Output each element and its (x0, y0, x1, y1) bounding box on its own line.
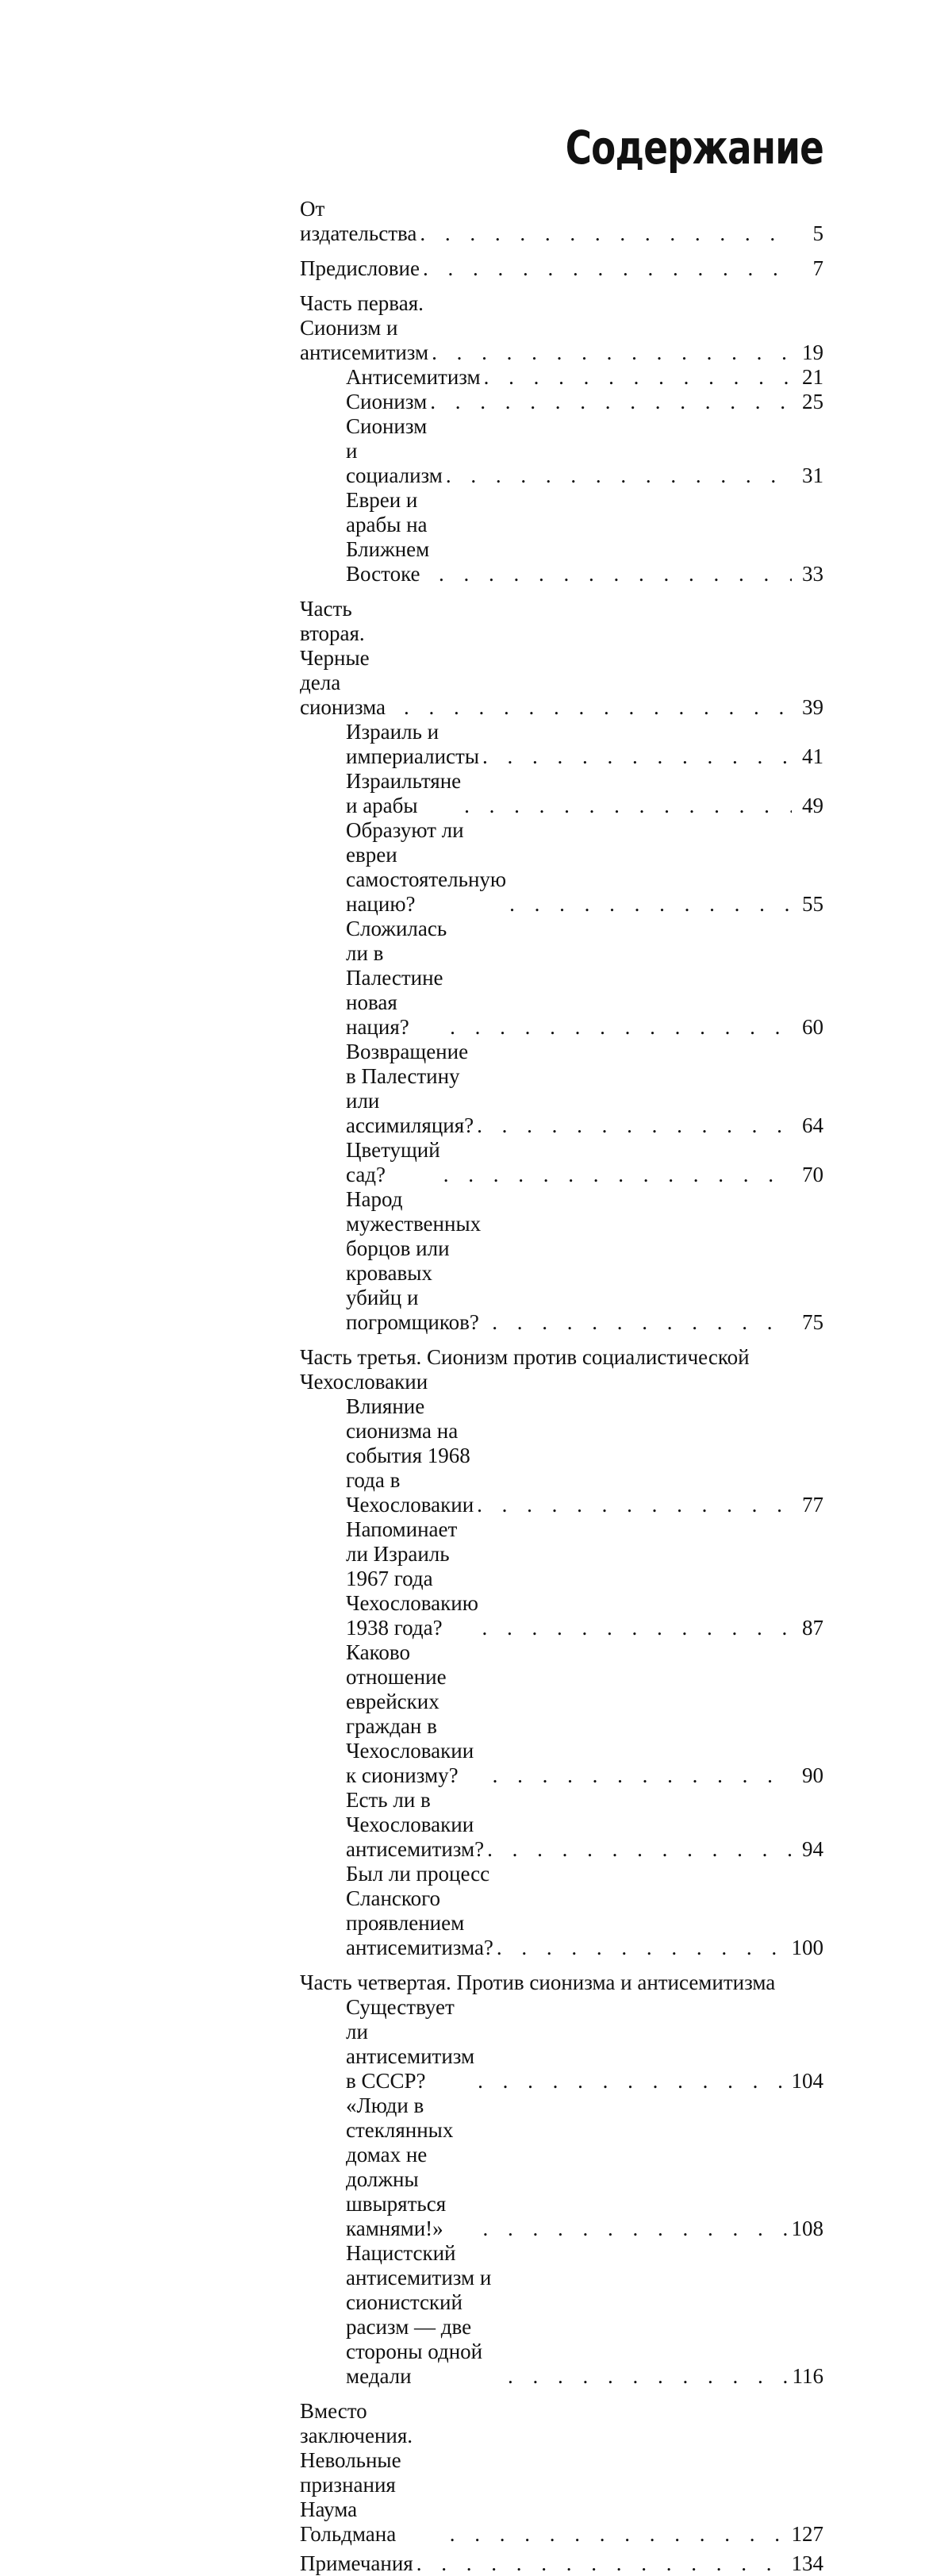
toc-entry-page: 25 (802, 390, 823, 413)
toc-entry-title: Цветущий сад? (346, 1138, 440, 1186)
toc-entry[interactable] (300, 769, 823, 818)
leader-dots (420, 221, 792, 246)
leader-dots (423, 256, 792, 281)
toc-entry[interactable] (300, 2399, 823, 2547)
toc-entry[interactable] (300, 1862, 823, 1960)
leader-dots (497, 1936, 789, 1960)
toc-entry-page: 55 (802, 892, 823, 916)
toc-entry-page: 108 (791, 2217, 823, 2240)
toc-entry-page: 41 (802, 744, 823, 768)
toc-entry-page: 94 (802, 1837, 823, 1861)
leader-dots (482, 744, 792, 769)
toc-entry-title: «Люди в стеклянных домах не должны швыряться камнями!» (346, 2093, 454, 2240)
toc-entry-page: 75 (802, 1310, 823, 1334)
toc-entry-page: 134 (791, 2551, 823, 2575)
toc-entry-page: 127 (791, 2522, 823, 2546)
toc-entry[interactable] (300, 1138, 823, 1187)
toc-entry-title: Примечания (300, 2551, 413, 2575)
leader-dots (477, 1493, 792, 1517)
toc-entry[interactable] (300, 1040, 823, 1138)
leader-dots (508, 2364, 789, 2389)
toc-entry-title: Образуют ли евреи самостоятельную нацию? (346, 818, 507, 916)
leader-dots (487, 1837, 792, 1862)
toc-entry-page: 19 (802, 340, 823, 364)
toc-entry[interactable] (300, 365, 823, 390)
toc-entry-title: Каково отношение еврейских граждан в Чехословакии к сионизму? (346, 1640, 474, 1787)
leader-dots (404, 695, 792, 720)
toc-entry-title: Вместо заключения. Невольные признания Наума Гольдмана (300, 2399, 413, 2546)
toc-entry[interactable] (300, 2241, 823, 2389)
toc-part-heading[interactable]: Часть четвертая. Против сионизма и антисемитизма (300, 1970, 776, 1994)
toc-entry[interactable] (300, 1187, 823, 1335)
leader-dots (509, 892, 792, 917)
toc-entry-title: Израильтяне и арабы (346, 769, 462, 817)
toc-entry[interactable] (300, 1517, 823, 1640)
leader-dots (432, 340, 792, 365)
toc-entry[interactable] (300, 1995, 823, 2093)
toc-entry-title: Сионизм (346, 390, 428, 413)
leader-dots (450, 1015, 792, 1040)
toc-entry-title: Часть первая. Сионизм и антисемитизм (300, 291, 429, 364)
toc-entry[interactable] (300, 291, 823, 365)
leader-dots (493, 1763, 792, 1788)
toc-entry-page: 87 (802, 1616, 823, 1640)
toc-entry[interactable] (300, 414, 823, 488)
leader-dots (483, 2217, 789, 2241)
toc-entry-title: Возвращение в Палестину или ассимиляция? (346, 1040, 474, 1137)
toc-entry-title: Часть вторая. Черные дела сионизма (300, 597, 386, 719)
toc-entry-page: 7 (812, 256, 823, 280)
leader-dots (477, 1113, 792, 1138)
toc-entry-page: 116 (792, 2364, 823, 2388)
toc-entry-page: 33 (802, 562, 823, 586)
toc-entry-title: От издательства (300, 197, 417, 245)
toc-entry[interactable] (300, 2551, 823, 2576)
toc-entry-page: 39 (802, 695, 823, 719)
leader-dots (443, 1163, 792, 1187)
toc-entry[interactable] (300, 1394, 823, 1517)
toc-entry-title: Влияние сионизма на события 1968 года в Чехословакии (346, 1394, 474, 1517)
toc-entry[interactable] (300, 488, 823, 586)
page-title: Содержание (565, 120, 823, 175)
toc-entry[interactable] (300, 1640, 823, 1788)
toc-entry-title: Сложилась ли в Палестине новая нация? (346, 917, 447, 1039)
leader-dots (478, 2069, 788, 2093)
toc-entry[interactable] (300, 818, 823, 917)
toc-entry-page: 21 (802, 365, 823, 389)
toc-entry[interactable] (300, 1788, 823, 1862)
toc-entry-page: 31 (802, 463, 823, 487)
toc-entry[interactable] (300, 2093, 823, 2241)
toc-entry[interactable] (300, 390, 823, 414)
toc-entry-title: Напоминает ли Израиль 1967 года Чехословакию 1938 года? (346, 1517, 478, 1640)
toc-entry-page: 104 (791, 2069, 823, 2093)
toc-entry-page: 100 (791, 1936, 823, 1959)
leader-dots (430, 390, 792, 414)
toc-entry[interactable] (300, 256, 823, 281)
toc-entry-page: 5 (812, 221, 823, 245)
toc-entry-title: Израиль и империалисты (346, 720, 479, 768)
toc-entry-page: 60 (802, 1015, 823, 1039)
toc-entry-page: 77 (802, 1493, 823, 1517)
toc-entry-page: 49 (802, 794, 823, 817)
toc-entry-title: Народ мужественных борцов или кровавых убийц и погромщиков? (346, 1187, 482, 1334)
toc-part-heading[interactable]: Часть третья. Сионизм против социалистической Чехословакии (300, 1345, 750, 1394)
leader-dots (446, 463, 792, 488)
toc-entry-page: 70 (802, 1163, 823, 1186)
toc-entry[interactable] (300, 917, 823, 1040)
toc-entry-title: Был ли процесс Сланского проявлением антисемитизма? (346, 1862, 493, 1959)
leader-dots (492, 1310, 792, 1335)
toc-entry[interactable] (300, 720, 823, 769)
toc-entry-title: Евреи и арабы на Ближнем Востоке (346, 488, 430, 586)
toc-entry-title: Нацистский антисемитизм и сионистский расизм — две стороны одной медали (346, 2241, 492, 2388)
toc-entry[interactable] (300, 597, 823, 720)
toc-entry-page: 90 (802, 1763, 823, 1787)
leader-dots (464, 794, 792, 818)
table-of-contents (300, 197, 823, 2576)
leader-dots (484, 365, 792, 390)
toc-entry-title: Предисловие (300, 256, 420, 280)
toc-entry-title: Сионизм и социализм (346, 414, 443, 487)
leader-dots (450, 2522, 789, 2547)
toc-entry[interactable] (300, 197, 823, 246)
toc-entry-page: 64 (802, 1113, 823, 1137)
toc-entry-title: Антисемитизм (346, 365, 481, 389)
toc-entry-title: Существует ли антисемитизм в СССР? (346, 1995, 475, 2093)
leader-dots (439, 562, 792, 586)
leader-dots (482, 1616, 792, 1640)
toc-entry-title: Есть ли в Чехословакии антисемитизм? (346, 1788, 485, 1861)
leader-dots (416, 2551, 789, 2576)
